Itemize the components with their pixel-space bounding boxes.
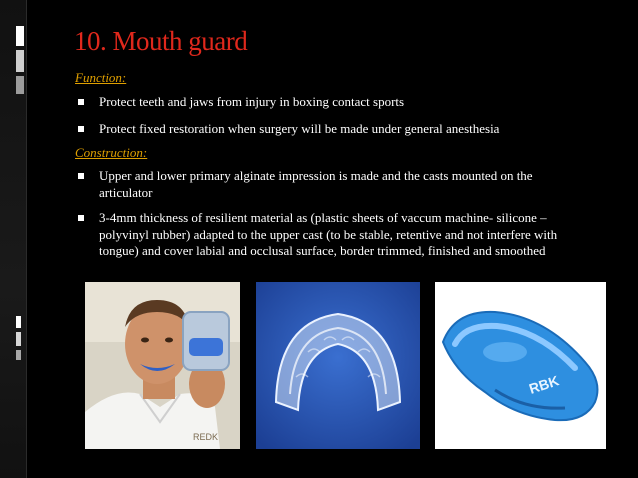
left-divider <box>26 0 27 478</box>
bullet-icon <box>78 99 84 105</box>
photo-clear-mouthguard <box>256 282 420 449</box>
photo-sports-mouthguard <box>435 282 606 449</box>
photo-logo-text: REDK <box>193 432 219 442</box>
brand-logo-text: RBK <box>526 372 561 397</box>
boxer-illustration <box>85 282 240 449</box>
bullet-icon <box>78 215 84 221</box>
construction-label: Construction: <box>75 145 148 160</box>
function-item: Protect fixed restoration when surgery will be made under general anesthesia <box>99 121 500 136</box>
construction-item: Upper and lower primary alginate impression is made and the casts mounted on the articulator <box>99 168 533 200</box>
decor-square <box>16 332 21 346</box>
decor-square <box>16 316 21 328</box>
decor-square <box>16 76 24 94</box>
decor-square <box>16 26 24 46</box>
function-label: Function: <box>75 70 127 85</box>
construction-item: 3-4mm thickness of resilient material as (plastic sheets of vaccum machine- silicone – polyvinyl rubber) adapted to the upper cast (to be stable, retentive and not interfere with tongue) and cover labial and occlusal surface, border trimmed, finished and smoothed <box>99 210 558 258</box>
photo-boxer-with-mouthguard <box>85 282 240 449</box>
sports-mouthguard-illustration <box>435 282 606 449</box>
clear-mouthguard-illustration <box>256 282 420 449</box>
decor-square <box>16 350 21 360</box>
decor-square <box>16 50 24 72</box>
bullet-icon <box>78 173 84 179</box>
slide-title: 10. Mouth guard <box>74 26 248 56</box>
bullet-icon <box>78 126 84 132</box>
function-item: Protect teeth and jaws from injury in boxing contact sports <box>99 94 405 109</box>
